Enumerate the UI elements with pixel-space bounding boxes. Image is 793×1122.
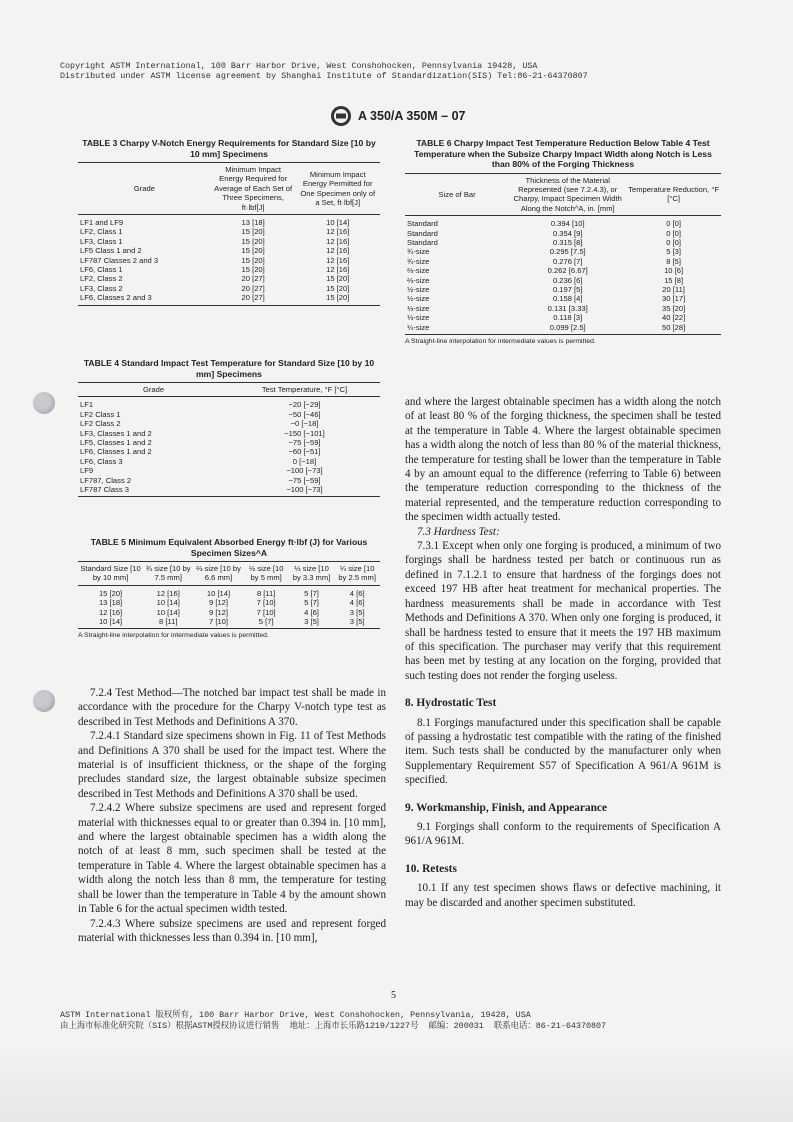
- table-cell: 0 [0]: [666, 228, 681, 238]
- table-cell: 0.315 [8]: [552, 237, 583, 247]
- table-cell: 12 [16]: [156, 588, 180, 598]
- section-heading: 8. Hydrostatic Test: [405, 697, 497, 710]
- table-row: [78, 485, 380, 497]
- table-row: [78, 476, 380, 485]
- table-cell: 3 [5]: [304, 617, 319, 627]
- table-cell: 10 [14]: [156, 607, 180, 617]
- table-cell: 20 [27]: [241, 274, 265, 284]
- table-cell: LF1 and LF9: [80, 218, 124, 228]
- table-cell: 7 [10]: [209, 617, 228, 627]
- table-cell: 7 [10]: [256, 598, 276, 608]
- section-heading: 10. Retests: [405, 862, 457, 875]
- paragraph: 7.3.1 Except when only one forging is produced, a minimum of two forgings shall be hardness tested per batch or continuous run as defined in 7.1.2.1 to ensure that hardness of the forgings does not exceed 197 HB after heat treatment for mechanical properties. The hardness measurements shall be made in accordance with Test Methods and Definitions A 370. When only one forging is produced, it shall be hardness tested to ensure that it meets the 197 HB maximum of this specification. The purchaser may verify that this requirement has been met by testing at any location on the forging, provided that such testing does not render the forging useless.: [405, 540, 721, 682]
- right-body-text: [405, 395, 721, 910]
- table-cell: LF9: [80, 466, 94, 476]
- table-cell: Standard: [407, 237, 438, 247]
- table-cell: ¼-size: [407, 322, 430, 332]
- table-cell: ⅓-size: [407, 303, 430, 313]
- table-cell: 0.131 [3.33]: [547, 303, 588, 313]
- copyright-header: [60, 61, 588, 81]
- table-cell: 15 [20]: [241, 255, 265, 265]
- table-cell: −50 [−46]: [288, 409, 321, 419]
- footer-line-1: ASTM International 版权所有, 100 Barr Harbor Drive, West Conshohocken, Pennsylvania, 19428, USA: [60, 1010, 531, 1020]
- table-cell: 30 [17]: [661, 294, 686, 304]
- subsection-heading: 7.3 Hardness Test:: [417, 525, 500, 538]
- table-cell: 0.118 [3]: [553, 313, 583, 323]
- column-header: Grade: [78, 163, 211, 215]
- column-header: Standard Size [10 by 10 mm]: [78, 562, 143, 586]
- table-row: [78, 617, 380, 629]
- table-cell: LF2, Class 1: [80, 227, 123, 237]
- paragraph: 9.1 Forgings shall conform to the requirements of Specification A 961/A 961M.: [405, 820, 721, 848]
- table-cell: ¾-size: [407, 256, 430, 266]
- table-row: [405, 276, 721, 285]
- table-cell: 3 [5]: [349, 617, 365, 627]
- table-cell: LF6, Classes 2 and 3: [80, 293, 152, 303]
- paragraph: 8.1 Forgings manufactured under this specification shall be capable of passing a hydrostatic test compatible with the rating of the finished item. Such tests shall be conducted by the manufacturer only when Supplementary Requirement S57 of Specification A 961/A 961M is specified.: [405, 716, 721, 787]
- table-cell: LF2 Class 2: [80, 419, 121, 429]
- table-row: [78, 585, 380, 598]
- table-3-caption: TABLE 3 Charpy V-Notch Energy Requirements for Standard Size [10 by 10 mm] Specimens: [82, 138, 376, 159]
- column-header: ½ size [10 by 5 mm]: [244, 562, 289, 586]
- table-cell: 40 [22]: [661, 313, 686, 323]
- paragraph: 7.2.4.2 Where subsize specimens are used and represent forged material with thicknesses equal to or greater than 0.394 in. [10 mm], and where the largest obtainable specimen has a width along the notch of at least 8 mm, such specimen shall be tested at the temperature in Table 4. Where the largest obtainable specimen has a width along the notch less than 8 mm, the temperature for testing shall be lower than the temperature in Table 4 by the amount shown in Table 6 for the actual specimen width tested.: [78, 802, 386, 916]
- table-cell: 13 [18]: [241, 218, 265, 228]
- table-cell: LF787 Classes 2 and 3: [80, 255, 159, 265]
- table-cell: 15 [8]: [664, 275, 684, 285]
- column-header: Thickness of the Material Represented (see 7.2.4.3), or Charpy, Impact Specimen Width Along the Notch^A, in. [mm]: [509, 173, 626, 216]
- table-4: [78, 358, 380, 497]
- header-line-1: Copyright ASTM International, 100 Barr Harbor Drive, West Conshohocken, Pennsylvania 19428, USA: [60, 61, 538, 71]
- table-cell: ⅓-size: [407, 313, 430, 323]
- table-cell: 0.394 [10]: [550, 219, 585, 229]
- table-cell: 12 [16]: [98, 607, 123, 617]
- column-header: Test Temperature, °F [°C]: [229, 383, 380, 397]
- left-body-text: [78, 686, 386, 945]
- table-cell: LF787 Class 3: [80, 485, 129, 495]
- table-cell: −100 [−73]: [286, 466, 323, 476]
- table-row: [78, 410, 380, 419]
- table-row: [78, 457, 380, 466]
- table-row: [405, 238, 721, 247]
- table-row: [405, 304, 721, 313]
- table-cell: 10 [6]: [664, 266, 684, 276]
- column-header: Minimum Impact Energy Required for Average of Each Set of Three Specimens, ft·lbf[J]: [211, 163, 296, 215]
- table-row: [78, 397, 380, 410]
- punch-hole: [33, 690, 55, 712]
- table-cell: 12 [16]: [326, 255, 350, 265]
- table-cell: 4 [6]: [349, 588, 365, 598]
- table-cell: 20 [27]: [241, 283, 265, 293]
- table-cell: LF5, Classes 1 and 2: [80, 438, 152, 448]
- table-cell: LF1: [80, 400, 94, 410]
- table-cell: LF3, Classes 1 and 2: [80, 428, 152, 438]
- table-cell: 15 [20]: [326, 283, 350, 293]
- table-row: [78, 429, 380, 438]
- paragraph: and where the largest obtainable specimen has a width along the notch of at least 80 % of the forging thickness, the specimen shall be tested at the temperature in Table 4. Where the largest obtainable specimen has a width along the notch of less than 80 % of the material thickness, the temperature for testing shall be lower than the temperature in Table 4 by an amount equal to the difference (referring to Table 6) between the temperature reduction corresponding to the thickness of the material represented, and the temperature reduction corresponding to the specimen width actually tested.: [405, 396, 721, 524]
- table-cell: 15 [20]: [241, 227, 265, 237]
- table-row: [78, 598, 380, 607]
- table-cell: 35 [20]: [661, 303, 686, 313]
- document-title: [330, 105, 465, 127]
- column-header: Grade: [78, 383, 229, 397]
- table-cell: 12 [16]: [326, 227, 350, 237]
- table-row: [78, 265, 380, 274]
- table-cell: 0.236 [6]: [552, 275, 583, 285]
- table-row: [405, 313, 721, 322]
- table-row: [405, 285, 721, 294]
- table-cell: 12 [16]: [326, 246, 350, 256]
- table-row: [78, 215, 380, 228]
- table-cell: Standard: [407, 228, 438, 238]
- table-cell: ½-size: [407, 294, 430, 304]
- table-5-footnote: A Straight-line interpolation for intermediate values is permitted.: [78, 632, 269, 640]
- table-cell: 8 [11]: [159, 617, 178, 627]
- column-header: ⅔ size [10 by 6.6 mm]: [193, 562, 243, 586]
- table-row: [78, 608, 380, 617]
- table-cell: −20 [−29]: [288, 400, 321, 410]
- table-row: [405, 216, 721, 229]
- table-cell: LF5 Class 1 and 2: [80, 246, 142, 256]
- column-header: ¾ size [10 by 7.5 mm]: [143, 562, 193, 586]
- table-cell: 15 [20]: [98, 588, 123, 598]
- column-header: Temperature Reduction, °F [°C]: [626, 173, 721, 216]
- table-row: [405, 257, 721, 266]
- table-cell: 5 [7]: [258, 617, 274, 627]
- table-cell: 0.354 [9]: [552, 228, 583, 238]
- table-cell: 20 [11]: [662, 284, 685, 294]
- table-cell: 10 [14]: [156, 598, 180, 608]
- table-cell: Standard: [407, 219, 438, 229]
- table-cell: LF2 Class 1: [80, 409, 121, 419]
- section-heading: 9. Workmanship, Finish, and Appearance: [405, 801, 608, 814]
- table-6-footnote: A Straight-line interpolation for intermediate values is permitted.: [405, 338, 596, 345]
- table-6-caption: TABLE 6 Charpy Impact Test Temperature Reduction Below Table 4 Test Temperature when the Subsize Charpy Impact Width along Notch is Less than 80% of the Forging Thickness: [414, 138, 712, 169]
- astm-logo-icon: [330, 105, 352, 127]
- table-row: [405, 229, 721, 238]
- table-6: [405, 138, 721, 345]
- table-row: [405, 266, 721, 275]
- table-cell: 7 [10]: [256, 607, 276, 617]
- table-cell: 8 [11]: [256, 588, 276, 598]
- paragraph: 7.2.4.1 Standard size specimens shown in Fig. 11 of Test Methods and Definitions A 370 shall be used for the impact test. Where the material is of insufficient thickness, or the shape of the forging precludes standard size, the largest obtainable subsize specimen described in Test Methods and Definitions A 370 shall be used.: [78, 730, 386, 800]
- page-number: 5: [391, 990, 396, 1001]
- table-cell: LF6, Class 3: [80, 456, 123, 466]
- table-cell: 9 [12]: [209, 607, 228, 617]
- table-row: [78, 293, 380, 305]
- paragraph: 7.2.4 Test Method—The notched bar impact test shall be made in accordance with the procedure for the Charpy V-notch type test as described in Test Methods and Definitions A 370.: [78, 687, 386, 728]
- table-row: [78, 237, 380, 246]
- table-cell: 0 [0]: [666, 219, 681, 229]
- column-header: Size of Bar: [405, 173, 509, 216]
- table-cell: 9 [12]: [209, 598, 228, 608]
- paragraph: 7.2.4.3 Where subsize specimens are used and represent forged material with thicknesses less than 0.394 in. [10 mm],: [78, 917, 386, 944]
- table-row: [78, 284, 380, 293]
- designation: A 350/A 350M – 07: [358, 109, 466, 123]
- column-header: ⅓ size [10 by 3.3 mm]: [289, 562, 335, 586]
- table-cell: 0 [0]: [666, 237, 681, 247]
- header-line-2: Distributed under ASTM license agreement by Shanghai Institute of Standardization(SIS) Tel:86-21-64370807: [60, 71, 588, 81]
- table-cell: −150 [−101]: [284, 428, 325, 438]
- punch-hole: [33, 392, 55, 414]
- paragraph: 10.1 If any test specimen shows flaws or defective machining, it may be discarded and another specimen substituted.: [405, 882, 721, 909]
- table-cell: 0.158 [4]: [552, 294, 583, 304]
- table-3: [78, 138, 380, 306]
- table-cell: 8 [5]: [666, 256, 681, 266]
- table-cell: 12 [16]: [326, 265, 350, 275]
- table-row: [78, 466, 380, 475]
- table-cell: ½-size: [407, 284, 430, 294]
- table-cell: 0.099 [2.5]: [549, 322, 586, 332]
- table-row: [78, 256, 380, 265]
- table-cell: LF3, Class 1: [80, 236, 123, 246]
- footer: [60, 1010, 606, 1031]
- table-cell: 5 [7]: [304, 598, 319, 608]
- table-cell: LF6, Classes 1 and 2: [80, 447, 152, 457]
- table-row: [405, 247, 721, 256]
- table-row: [78, 227, 380, 236]
- column-header: Minimum Impact Energy Permitted for One Specimen only of a Set, ft·lbf[J]: [295, 163, 380, 215]
- table-cell: LF3, Class 2: [80, 283, 123, 293]
- table-cell: 0.197 [5]: [552, 284, 583, 294]
- table-cell: 13 [18]: [98, 598, 123, 608]
- table-cell: 3 [5]: [349, 607, 365, 617]
- table-row: [405, 323, 721, 335]
- table-cell: 4 [6]: [349, 598, 365, 608]
- table-row: [78, 438, 380, 447]
- table-row: [405, 294, 721, 303]
- table-cell: 50 [28]: [661, 322, 686, 332]
- table-cell: LF6, Class 1: [80, 265, 123, 275]
- table-cell: 10 [14]: [326, 218, 350, 228]
- table-5: [78, 537, 380, 639]
- table-cell: 10 [14]: [206, 588, 231, 598]
- table-cell: ⅔-size: [407, 266, 430, 276]
- table-cell: 5 [3]: [666, 247, 681, 257]
- table-5-caption: TABLE 5 Minimum Equivalent Absorbed Energy ft·lbf (J) for Various Specimen Sizes^A: [90, 537, 368, 558]
- table-cell: 15 [20]: [326, 293, 350, 303]
- table-cell: ⅔-size: [407, 275, 430, 285]
- table-cell: −100 [−73]: [286, 485, 323, 495]
- column-header: ¼ size [10 by 2.5 mm]: [334, 562, 380, 586]
- table-cell: −0 [−18]: [290, 419, 319, 429]
- table-cell: LF787, Class 2: [80, 475, 132, 485]
- table-cell: 0.276 [7]: [552, 256, 583, 266]
- table-cell: 0 [−18]: [292, 456, 317, 466]
- table-cell: 15 [20]: [241, 236, 265, 246]
- table-cell: 0.295 [7.5]: [549, 247, 586, 257]
- table-row: [78, 447, 380, 456]
- footer-line-2: 由上海市标准化研究院（SIS）根据ASTM授权协议进行销售 地址：上海市长乐路1219/1227号 邮编：200031 联系电话：86-21-64370807: [60, 1020, 607, 1031]
- table-cell: 5 [7]: [304, 588, 319, 598]
- table-cell: ¾-size: [407, 247, 430, 257]
- table-cell: 10 [14]: [98, 617, 123, 627]
- table-cell: −60 [−51]: [288, 447, 321, 457]
- table-cell: LF2, Class 2: [80, 274, 123, 284]
- table-cell: 12 [16]: [326, 236, 350, 246]
- table-row: [78, 419, 380, 428]
- scan-shadow: [0, 1046, 793, 1122]
- table-4-caption: TABLE 4 Standard Impact Test Temperature for Standard Size [10 by 10 mm] Specimens: [83, 358, 375, 379]
- table-cell: −75 [−59]: [288, 475, 321, 485]
- table-cell: 15 [20]: [241, 265, 265, 275]
- table-row: [78, 246, 380, 255]
- table-cell: 0.262 [6.67]: [547, 266, 588, 276]
- table-cell: −75 [−59]: [288, 438, 321, 448]
- table-cell: 15 [20]: [326, 274, 350, 284]
- table-cell: 20 [27]: [241, 293, 265, 303]
- table-cell: 15 [20]: [241, 246, 265, 256]
- table-cell: 4 [6]: [304, 607, 319, 617]
- table-row: [78, 274, 380, 283]
